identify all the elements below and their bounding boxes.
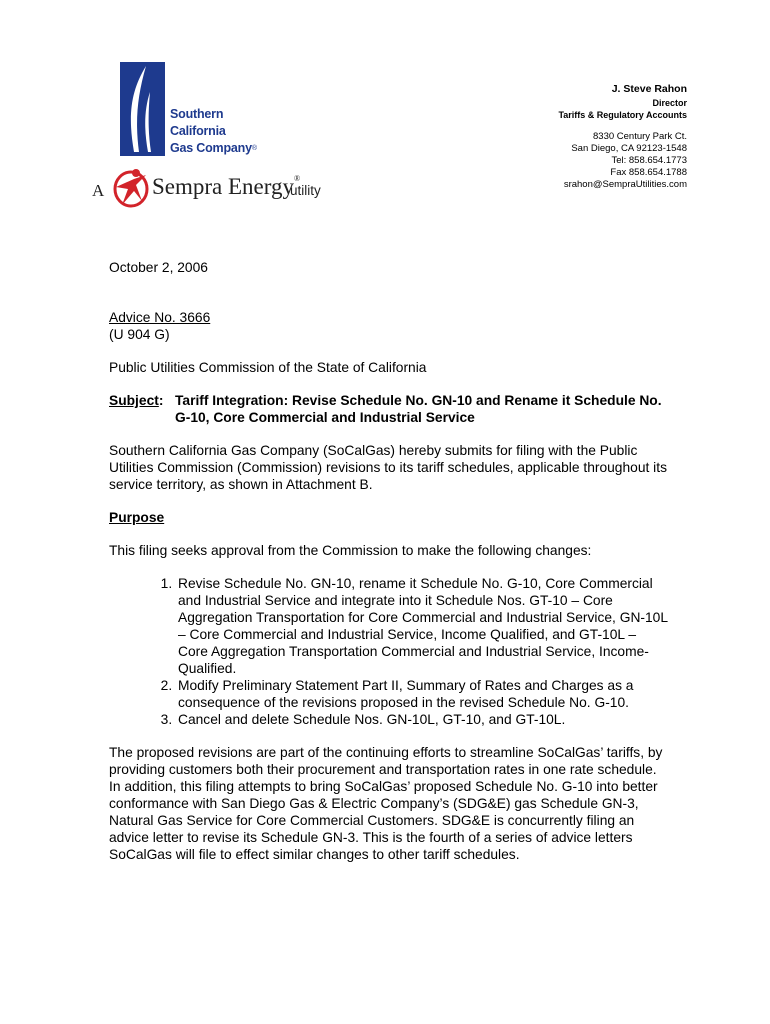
sempra-suffix: utility	[290, 183, 321, 198]
sender-address-2: San Diego, CA 92123-1548	[571, 143, 687, 154]
company-line-3: Gas Company	[170, 141, 252, 155]
advice-reference: (U 904 G)	[109, 327, 170, 342]
sender-block	[558, 83, 687, 191]
company-name	[170, 106, 257, 157]
list-item: 1. Revise Schedule No. GN-10, rename it Schedule No. G-10, Core Commercial and Industrial Service and integrate into it Schedule Nos. GT-10 – Core Aggregation Transportation for Core Commercial and Industrial Service, GN-10L – Core Commercial and Industrial Service, Income Qualified, and GT-10L – Core Aggregation Transportation Commercial and Industrial Service, Income-Qualified.	[176, 575, 669, 677]
company-line-2: California	[170, 124, 226, 138]
sender-address-1: 8330 Century Park Ct.	[593, 131, 687, 142]
sender-department: Tariffs & Regulatory Accounts	[558, 110, 687, 120]
changes-list	[109, 575, 669, 728]
subject-colon: :	[158, 393, 164, 408]
sender-name: J. Steve Rahon	[611, 83, 687, 95]
subject-line	[109, 392, 669, 426]
letter-date: October 2, 2006	[109, 260, 208, 275]
sempra-energy-tagline	[92, 165, 332, 210]
recipient: Public Utilities Commission of the State of California	[109, 360, 427, 375]
socalgas-logo	[120, 62, 260, 157]
letter-body	[109, 259, 669, 863]
registered-mark: ®	[251, 145, 257, 152]
flame-icon	[120, 62, 165, 156]
purpose-intro: This filing seeks approval from the Commission to make the following changes:	[109, 543, 592, 558]
registered-mark: ®	[294, 174, 301, 183]
subject-text: Tariff Integration: Revise Schedule No. GN-10 and Rename it Schedule No. G-10, Core Commercial and Industrial Service	[175, 393, 662, 425]
advice-number: Advice No. 3666	[109, 310, 211, 325]
sender-email: srahon@SempraUtilities.com	[563, 179, 687, 190]
company-line-1: Southern	[170, 107, 224, 121]
sender-fax: Fax 858.654.1788	[610, 167, 687, 178]
sempra-prefix: A	[92, 181, 105, 200]
sempra-figure-icon	[112, 165, 150, 209]
list-item: 3. Cancel and delete Schedule Nos. GN-10L, GT-10, and GT-10L.	[176, 711, 669, 728]
purpose-heading: Purpose	[109, 510, 165, 525]
sender-title: Director	[652, 98, 687, 108]
intro-paragraph: Southern California Gas Company (SoCalGas) hereby submits for filing with the Public Utilities Commission (Commission) revisions to its tariff schedules, applicable throughout its service territory, as shown in Attachment B.	[109, 443, 667, 492]
sempra-name-text: Sempra Energy	[152, 174, 295, 199]
list-item: 2. Modify Preliminary Statement Part II, Summary of Rates and Charges as a consequence of the revisions proposed in the revised Schedule No. G-10.	[176, 677, 669, 711]
closing-paragraph: The proposed revisions are part of the continuing efforts to streamline SoCalGas’ tariffs, by providing customers both their procurement and transportation rates in one rate schedule. In addition, this filing attempts to bring SoCalGas’ proposed Schedule No. G-10 into better conformance with San Diego Gas & Electric Company’s (SDG&E) gas Schedule GN-3, Natural Gas Service for Core Commercial Customers. SDG&E is concurrently filing an advice letter to revise its Schedule GN-3. This is the fourth of a series of advice letters SoCalGas will file to effect similar changes to other tariff schedules.	[109, 745, 663, 862]
subject-label: Subject	[109, 393, 159, 408]
sender-tel: Tel: 858.654.1773	[611, 155, 687, 166]
sempra-name	[152, 174, 300, 200]
